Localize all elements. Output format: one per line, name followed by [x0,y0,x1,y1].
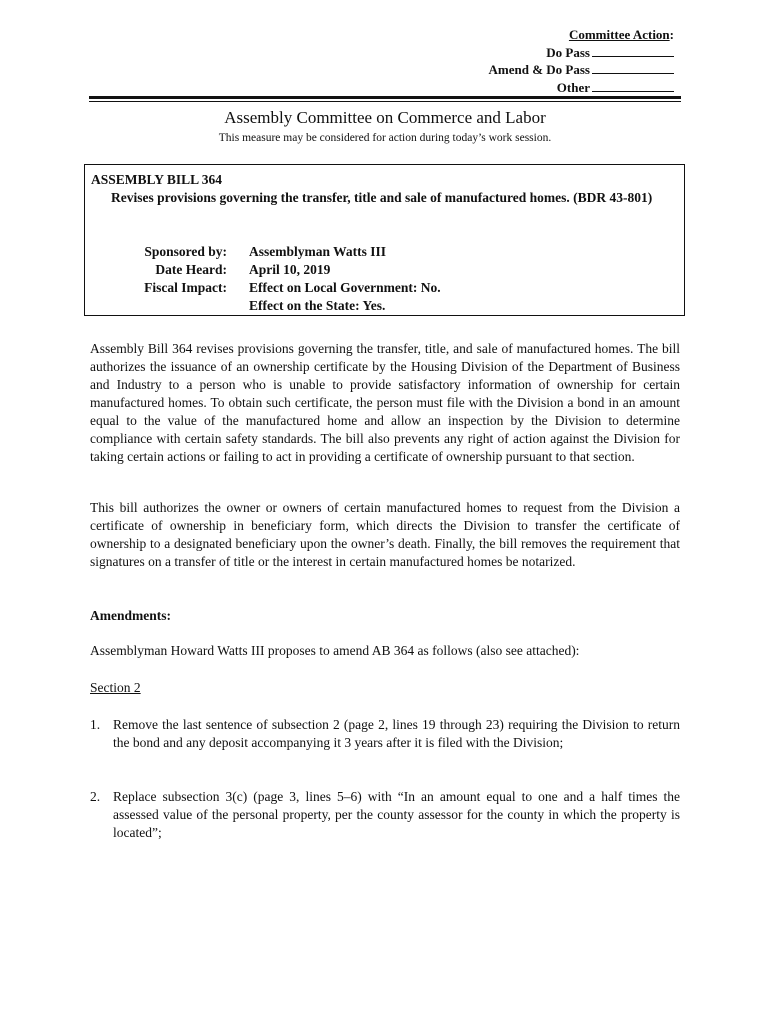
bill-description: Revises provisions governing the transfer, title and sale of manufactured homes. (BDR 43-801) [111,190,653,205]
sponsored-by-row [85,243,684,261]
do-pass-line [592,45,674,57]
summary-paragraph-1: Assembly Bill 364 revises provisions governing the transfer, title, and sale of manufactured homes. The bill authorizes the issuance of an ownership certificate by the Housing Division of the Department of Business and Industry to a person who is unable to provide satisfactory information of ownership for certain manufactured homes. To obtain such certificate, the person must file with the Division a bond in an amount equal to the value of the manufactured home and allow an inspection by the Division to determine compliance with certain safety standards. The bill also prevents any right of action against the Division for taking certain actions or failing to act in providing a certificate of ownership pursuant to that section. [90,341,680,464]
fiscal-state-row [85,297,684,315]
fiscal-impact-row [85,279,684,297]
committee-action-title: Committee Action [568,27,670,42]
committee-action-title-row: Committee Action: [568,27,674,42]
bill-meta [85,243,684,315]
do-pass-row [489,44,674,62]
fiscal-local-value: Effect on Local Government: No. [249,280,441,295]
bill-number: ASSEMBLY BILL 364 [91,172,223,187]
fiscal-state-value: Effect on the State: Yes. [249,298,386,313]
list-item [90,716,680,752]
list-item-number: 1. [90,717,101,732]
amendments-intro: Assemblyman Howard Watts III proposes to amend AB 364 as follows (also see attached): [90,643,580,658]
header-divider-thick [89,96,681,99]
header-divider-thin [89,101,681,102]
measure-note: This measure may be considered for action during today’s work session. [218,132,552,144]
list-item-text: Remove the last sentence of subsection 2 (page 2, lines 19 through 23) requiring the Division to return the bond and any deposit accompanying it 3 years after it is filed with the Division; [113,717,680,750]
list-item-number: 2. [90,789,101,804]
amend-do-pass-row [489,61,674,79]
other-label: Other [556,79,590,95]
list-item-text: Replace subsection 3(c) (page 3, lines 5–6) with “In an amount equal to one and a half times the assessed value of the personal property, per the county assessor for the county in which the property is located”; [113,789,680,840]
bill-summary-box [84,164,685,316]
fiscal-impact-label: Fiscal Impact: [144,280,227,295]
date-heard-row [85,261,684,279]
date-heard-value: April 10, 2019 [249,262,331,277]
committee-name: Assembly Committee on Commerce and Labor [224,108,546,127]
date-heard-label: Date Heard: [155,262,227,277]
other-line [592,80,674,92]
other-row [489,79,674,97]
sponsored-by-label: Sponsored by: [144,244,227,259]
amendments-heading: Amendments: [90,608,171,623]
amend-do-pass-line [592,62,674,74]
sponsored-by-value: Assemblyman Watts III [249,244,387,259]
amend-do-pass-label: Amend & Do Pass [488,62,590,77]
do-pass-label: Do Pass [546,44,590,60]
summary-paragraph-2: This bill authorizes the owner or owners of certain manufactured homes to request from the Division a certificate of ownership in beneficiary form, which directs the Division to transfer the certificate of ownership to a designated beneficiary upon the owner’s death. Finally, the bill removes the requirement that signatures on a transfer of title or the interest in certain manufactured homes be notarized. [90,500,680,569]
section-heading: Section 2 [90,680,141,695]
list-item [90,788,680,842]
committee-action-block [489,26,674,96]
